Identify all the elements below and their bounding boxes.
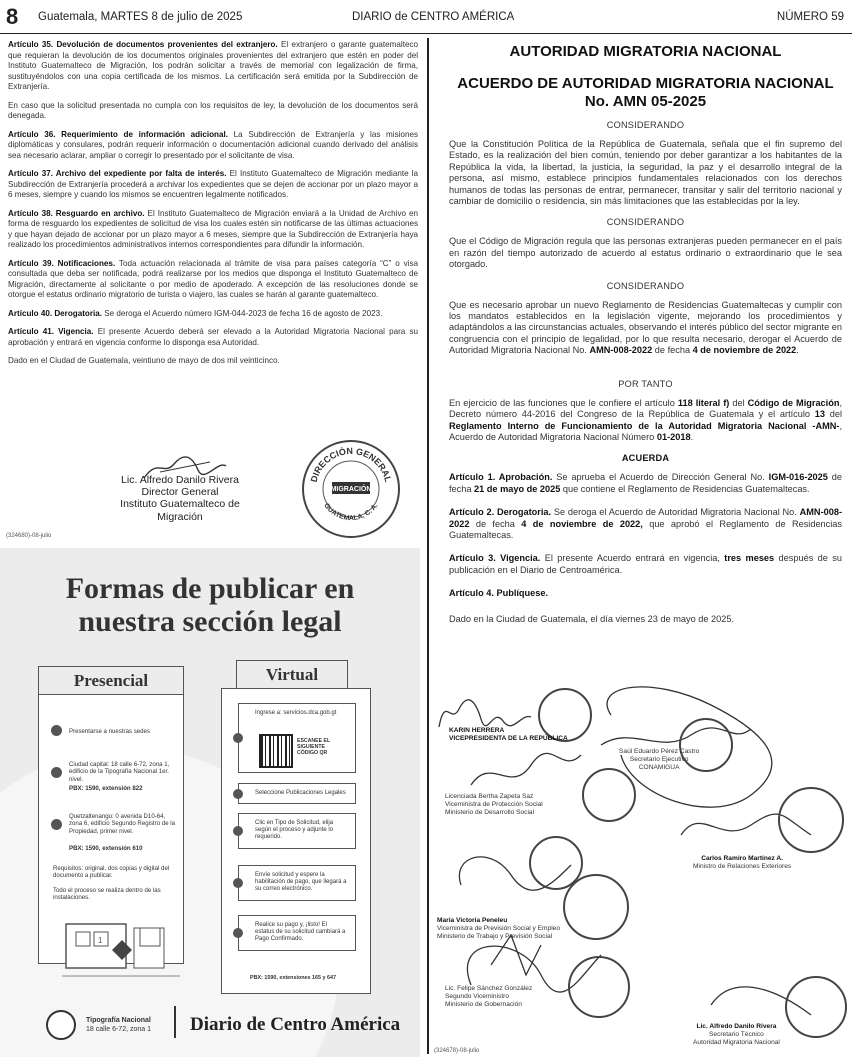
left-column bbox=[8, 40, 418, 375]
svg-text:MIGRACIÓN: MIGRACIÓN bbox=[330, 486, 372, 493]
article-paragraph: Artículo 2. Derogatoria. Se deroga el Acuerdo de Autoridad Migratoria Nacional No. AMN-008-2022 de fecha 4 de noviembre de 2022, que aprobó el Reglamento de Residencias Guatemaltecas. bbox=[449, 507, 843, 540]
svg-text:DIRECCIÓN GENERAL: DIRECCIÓN GENERAL bbox=[308, 445, 394, 484]
bullet-icon bbox=[51, 767, 62, 778]
signatory: Lic. Alfredo Danilo Rivera Secretario Técnico Autoridad Migratoria Nacional bbox=[693, 1023, 780, 1046]
presencial-item: Presentarse a nuestras sedes bbox=[69, 728, 150, 735]
considerando-paragraph: Que la Constitución Política de la República de Guatemala, señala que el fin supremo del Estado, es la realización del bien común, teniendo por deber garantizar a los habitantes de la República la vida, la libertad, la justicia, la seguridad, la paz y el desarrollo integral de la persona, así mismo, establece principios fundamentales relacionados con los derechos humanos de todas las personas de entrar, permanecer, transitar y salir del territorio nacional y cambiar de domicilio o residencia, sin más limitaciones que las establecidas por la ley. bbox=[449, 139, 842, 207]
article-paragraph: En caso que la solicitud presentada no cumpla con los requisitos de ley, la devolución de los documentos será denegada. bbox=[8, 100, 418, 120]
svg-text:GUATEMALA, C. A.: GUATEMALA, C. A. bbox=[322, 502, 380, 523]
bullet-icon bbox=[233, 928, 243, 938]
virtual-pbx: PBX: 1590, extensiones 165 y 647 bbox=[250, 975, 337, 981]
article-paragraph: Artículo 4. Publíquese. bbox=[449, 588, 549, 599]
presencial-item: PBX: 1590, extensión 610 bbox=[69, 845, 143, 852]
article-paragraph: Artículo 37. Archivo del expediente por falta de interés. El Instituto Guatemalteco de Migración mediante la Subdirección de Extranjería procederá a archivar los expedientes que se dejen de accionar por un plazo mayor a 6 meses, siempre y cuando los mismos se encuentren legalmente notificados. bbox=[8, 169, 418, 199]
issue-date: Guatemala, MARTES 8 de julio de 2025 bbox=[38, 11, 243, 23]
agreement-title: ACUERDO DE AUTORIDAD MIGRATORIA NACIONAL No. AMN 05-2025 bbox=[457, 75, 834, 110]
publication-ref: (324680)-08-julio bbox=[6, 533, 52, 539]
considerando-heading: CONSIDERANDO bbox=[606, 280, 685, 291]
tipografia-name: Tipografía Nacional bbox=[86, 1017, 151, 1024]
signatory: Licenciada Bertha Zapeta Saz Viceministra de Protección Social Ministerio de Desarrollo Social bbox=[445, 793, 543, 816]
publication-ref: (324678)-08-julio bbox=[434, 1048, 480, 1054]
acuerda-heading: ACUERDA bbox=[621, 453, 670, 464]
director-signature-block bbox=[100, 445, 420, 536]
qr-code-icon bbox=[259, 734, 293, 768]
signer-name: Lic. Alfredo Danilo Rivera bbox=[121, 474, 239, 486]
por-tanto-paragraph: En ejercicio de las funciones que le confiere el artículo 118 literal f) del Código de Migración, Decreto número 44-2016 del Congreso de la República de Guatemala y el artículo 13 del Reglamento Interno de Funcionamiento de la Autoridad Migratoria Nacional -AMN-, Acuerdo de Autoridad Migratoria Nacional Número 01-2018. bbox=[449, 397, 843, 442]
qr-caption: ESCANEE EL SIGUIENTE CÓDIGO QR bbox=[297, 738, 331, 756]
signatory: KARIN HERRERA VICEPRESIDENTA DE LA REPÚBLICA bbox=[449, 727, 568, 742]
article-paragraph: Artículo 3. Vigencia. El presente Acuerdo entrará en vigencia, tres meses después de su publicación en el Diario de Centroamérica. bbox=[449, 553, 842, 575]
newspaper-brand-logo: Diario de Centro América bbox=[190, 1014, 401, 1035]
page-header bbox=[0, 0, 852, 34]
article-paragraph: Artículo 36. Requerimiento de información adicional. La Subdirección de Extranjería y las misiones diplomáticas y consulares, podrán requerir información o documentación adicional cuando derivado del análisis sea necesario aclarar, ampliar o corregir lo presentado por el solicitante de visa. bbox=[8, 129, 418, 160]
right-column bbox=[449, 40, 842, 625]
signatures-area bbox=[431, 685, 852, 1057]
por-tanto-heading: POR TANTO bbox=[618, 378, 673, 389]
bullet-icon bbox=[233, 878, 243, 888]
bullet-icon bbox=[51, 819, 62, 830]
virtual-header: Virtual bbox=[236, 660, 348, 688]
signer-title: Director General bbox=[141, 486, 219, 498]
official-seal bbox=[302, 440, 400, 538]
document-icon bbox=[138, 926, 166, 950]
presencial-item: Todo el proceso se realiza dentro de las instalaciones. bbox=[53, 887, 161, 902]
considerando-heading: CONSIDERANDO bbox=[606, 217, 685, 228]
presencial-item: PBX: 1590, extensión 822 bbox=[69, 785, 143, 792]
article-paragraph: Artículo 1. Aprobación. Se aprueba el Acuerdo de Dirección General No. IGM-016-2025 de fecha 21 de mayo de 2025 que contiene el Reglamento de Residencias Guatemaltecas. bbox=[449, 472, 842, 494]
page-number: 8 bbox=[6, 4, 19, 29]
considerando-heading: CONSIDERANDO bbox=[606, 120, 685, 130]
step-box bbox=[238, 703, 356, 773]
step-box: Realice su pago y, ¡listo! El estatus de su solicitud cambiará a Pago Confirmado. bbox=[238, 915, 356, 951]
newspaper-name: DIARIO de CENTRO AMÉRICA bbox=[352, 11, 515, 23]
article-paragraph: Dado en el Ciudad de Guatemala, veintiuno de mayo de dos mil veinticinco. bbox=[8, 356, 280, 365]
article-paragraph: Artículo 40. Derogatoria. Se deroga el Acuerdo número IGM-044-2023 de fecha 16 de agosto de 2023. bbox=[8, 308, 383, 318]
issue-number: NÚMERO 59 bbox=[776, 11, 844, 23]
presencial-item: Quetzaltenango: 0 avenida D10-64, zona 6, edificio Segundo Registro de la Propiedad, primer nivel. bbox=[69, 813, 176, 835]
step-box: Seleccione Publicaciones Legales bbox=[238, 783, 356, 804]
signatory: Carlos Ramiro Martínez A. Ministro de Relaciones Exteriores bbox=[693, 855, 792, 870]
article-paragraph: Artículo 35. Devolución de documentos provenientes del extranjero. El extranjero o garante guatemalteco que requieran la devolución de los documentos originales provenientes del extranjero que estén en poder del Instituto Guatemalteco de Migración, los podrán solicitar a través de memorial con legalización de firma, sustituyéndolos con una copia certificada de los mismos. La certificación será emitida por la Subdirección de Extranjería. bbox=[8, 40, 418, 91]
considerando-paragraph: Que el Código de Migración regula que las personas extranjeras pueden permanecer en el país en razón del tiempo autorizado de acuerdo al estatus ordinario o extraordinario que le sea otorgado. bbox=[449, 236, 842, 270]
presencial-item: Requisitos: original, dos copias y digital del documento a publicar. bbox=[53, 865, 170, 880]
bullet-icon bbox=[233, 826, 243, 836]
article-paragraph: Artículo 38. Resguardo en archivo. El Instituto Guatemalteco de Migración enviará a la Unidad de Archivo en forma de resguardo los expedientes de solicitud de visa los cuales estén sin notificarse de las últimas actuaciones y que hayan dejado de accionar por un plazo mayor a 6 meses, siempre que la Subdirección de Extranjería haya realizado los procedimientos administrativos internos correspondientes para difundir la información. bbox=[8, 208, 419, 249]
signer-institution: Instituto Guatemalteco de Migración bbox=[120, 498, 240, 523]
step-box: Clic en Tipo de Solicitud, elija según el proceso y adjunte lo requerido. bbox=[238, 813, 356, 849]
virtual-card bbox=[221, 688, 371, 994]
legal-section-ad bbox=[0, 548, 420, 1057]
virtual-step: Ingrese a: servicios.dca.gob.gt bbox=[255, 710, 337, 716]
authority-heading: AUTORIDAD MIGRATORIA NACIONAL bbox=[509, 43, 782, 60]
signatory: Lic. Felipe Sánchez González Segundo Viceministro Ministerio de Gobernación bbox=[445, 985, 533, 1008]
tipografia-logo bbox=[46, 1010, 76, 1040]
article-paragraph: Artículo 39. Notificaciones. Toda actuación relacionada al trámite de visa para países categoría “C” o visa consultada que deba ser notificada, podrá realizarse por los medios que disponga el Instituto Guatemalteco de Migración, directamente al solicitante o por medio de apoderado. A excepción de las resoluciones donde se otorgue el estatus ordinario migratorio de turista o viajero, las cuales se harán al garante guatemalteco. bbox=[8, 258, 418, 299]
bullet-icon bbox=[51, 725, 62, 736]
considerando-paragraph: Que es necesario aprobar un nuevo Reglamento de Residencias Guatemaltecas y cumplir con los mandatos establecidos en la legislación vigente, mejorando los procedimientos y adaptándolos a las circunstancias actuales, observando el interés público del sector migrante en congruencia con el principio de legalidad, por lo que resulta necesario, derogar el Acuerdo de Autoridad Migratoria Nacional No. AMN-008-2022 de fecha 4 de noviembre de 2022. bbox=[449, 299, 842, 356]
presencial-header: Presencial bbox=[38, 666, 184, 694]
presencial-item: Ciudad capital: 18 calle 6-72, zona 1, edificio de la Tipografía Nacional 1er. nivel. bbox=[69, 761, 170, 783]
ad-title: Formas de publicar en nuestra sección legal bbox=[65, 572, 355, 638]
svg-text:1: 1 bbox=[98, 936, 103, 945]
signatory: Saúl Eduardo Pérez Castro Secretario Ejecutivo CONAMIGUA bbox=[619, 748, 700, 771]
bullet-icon bbox=[233, 789, 243, 799]
tipografia-address: 18 calle 6-72, zona 1 bbox=[86, 1026, 151, 1033]
step-box: Envíe solicitud y espere la habilitación de pago, que llegará a su correo electrónico. bbox=[238, 865, 356, 901]
article-paragraph: Artículo 41. Vigencia. El presente Acuerdo deberá ser elevado a la Autoridad Migratoria Nacional para su aprobación y entrará en vigencia conforme lo disponga esa Autoridad. bbox=[8, 327, 419, 347]
column-divider bbox=[427, 38, 429, 1054]
dado-paragraph: Dado en la Ciudad de Guatemala, el día viernes 23 de mayo de 2025. bbox=[449, 613, 735, 624]
signatory: María Victoria Peneleu Viceministra de Previsión Social y Empleo Ministerio de Trabajo y Previsión Social bbox=[437, 917, 561, 940]
bullet-icon bbox=[233, 733, 243, 743]
